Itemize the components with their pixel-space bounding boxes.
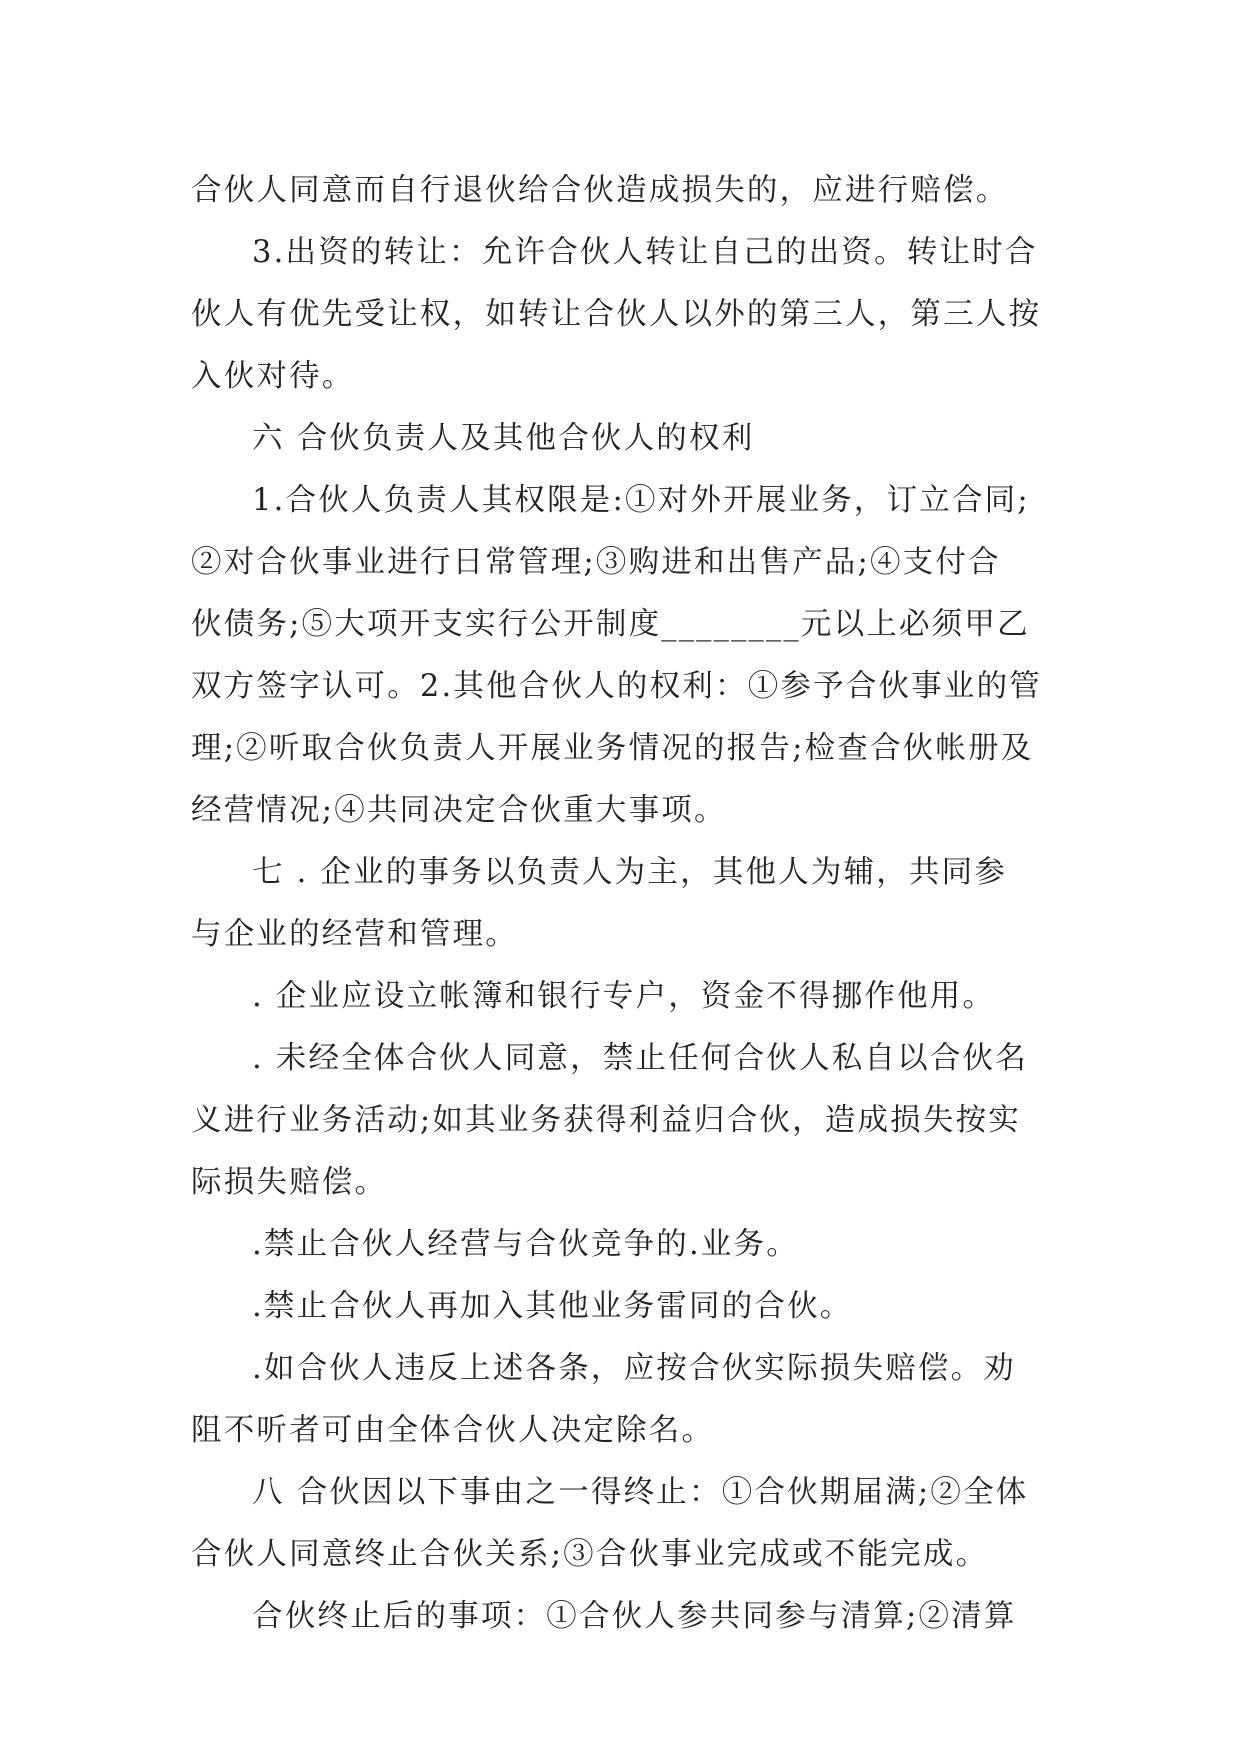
text-line: .禁止合伙人经营与合伙竞争的.业务。 [252, 1227, 799, 1262]
text-line: 阻不听者可由全体合伙人决定除名。 [191, 1413, 715, 1448]
text-line: . 未经全体合伙人同意，禁止任何合伙人私自以合伙名 [252, 1041, 1028, 1076]
text-line: 七 . 企业的事务以负责人为主，其他人为辅，共同参 [252, 855, 1008, 890]
document-body [191, 160, 1051, 1648]
text-line: 合伙终止后的事项：①合伙人参共同参与清算;②清算 [252, 1599, 1017, 1634]
text-line: 义进行业务活动;如其业务获得利益归合伙，造成损失按实 [191, 1103, 1021, 1138]
text-line: ②对合伙事业进行日常管理;③购进和出售产品;④支付合 [191, 545, 1001, 580]
text-line: 伙人有优先受让权，如转让合伙人以外的第三人，第三人按 [191, 297, 1042, 332]
text-line: 与企业的经营和管理。 [191, 917, 518, 952]
text-line: 双方签字认可。2.其他合伙人的权利：①参予合伙事业的管 [191, 669, 1042, 704]
text-line: 伙债务;⑤大项开支实行公开制度________元以上必须甲乙 [191, 607, 1030, 642]
text-line: 八 合伙因以下事由之一得终止：①合伙期届满;②全体 [252, 1475, 1029, 1510]
text-line: .禁止合伙人再加入其他业务雷同的合伙。 [252, 1289, 853, 1324]
text-line: . 企业应设立帐簿和银行专户，资金不得挪作他用。 [252, 979, 996, 1014]
text-line: 入伙对待。 [191, 359, 355, 394]
text-line: 际损失赔偿。 [191, 1165, 388, 1200]
text-line: 六 合伙负责人及其他合伙人的权利 [252, 421, 755, 456]
text-line: 合伙人同意终止合伙关系;③合伙事业完成或不能完成。 [191, 1537, 989, 1572]
text-line: 合伙人同意而自行退伙给合伙造成损失的，应进行赔偿。 [191, 173, 1009, 208]
text-line: 3.出资的转让：允许合伙人转让自己的出资。转让时合 [252, 235, 1038, 270]
text-line: .如合伙人违反上述各条，应按合伙实际损失赔偿。劝 [252, 1351, 1016, 1386]
text-line: 1.合伙人负责人其权限是:①对外开展业务，订立合同; [252, 483, 1030, 518]
text-line: 理;②听取合伙负责人开展业务情况的报告;检查合伙帐册及 [191, 731, 1034, 766]
text-line: 经营情况;④共同决定合伙重大事项。 [191, 793, 727, 828]
